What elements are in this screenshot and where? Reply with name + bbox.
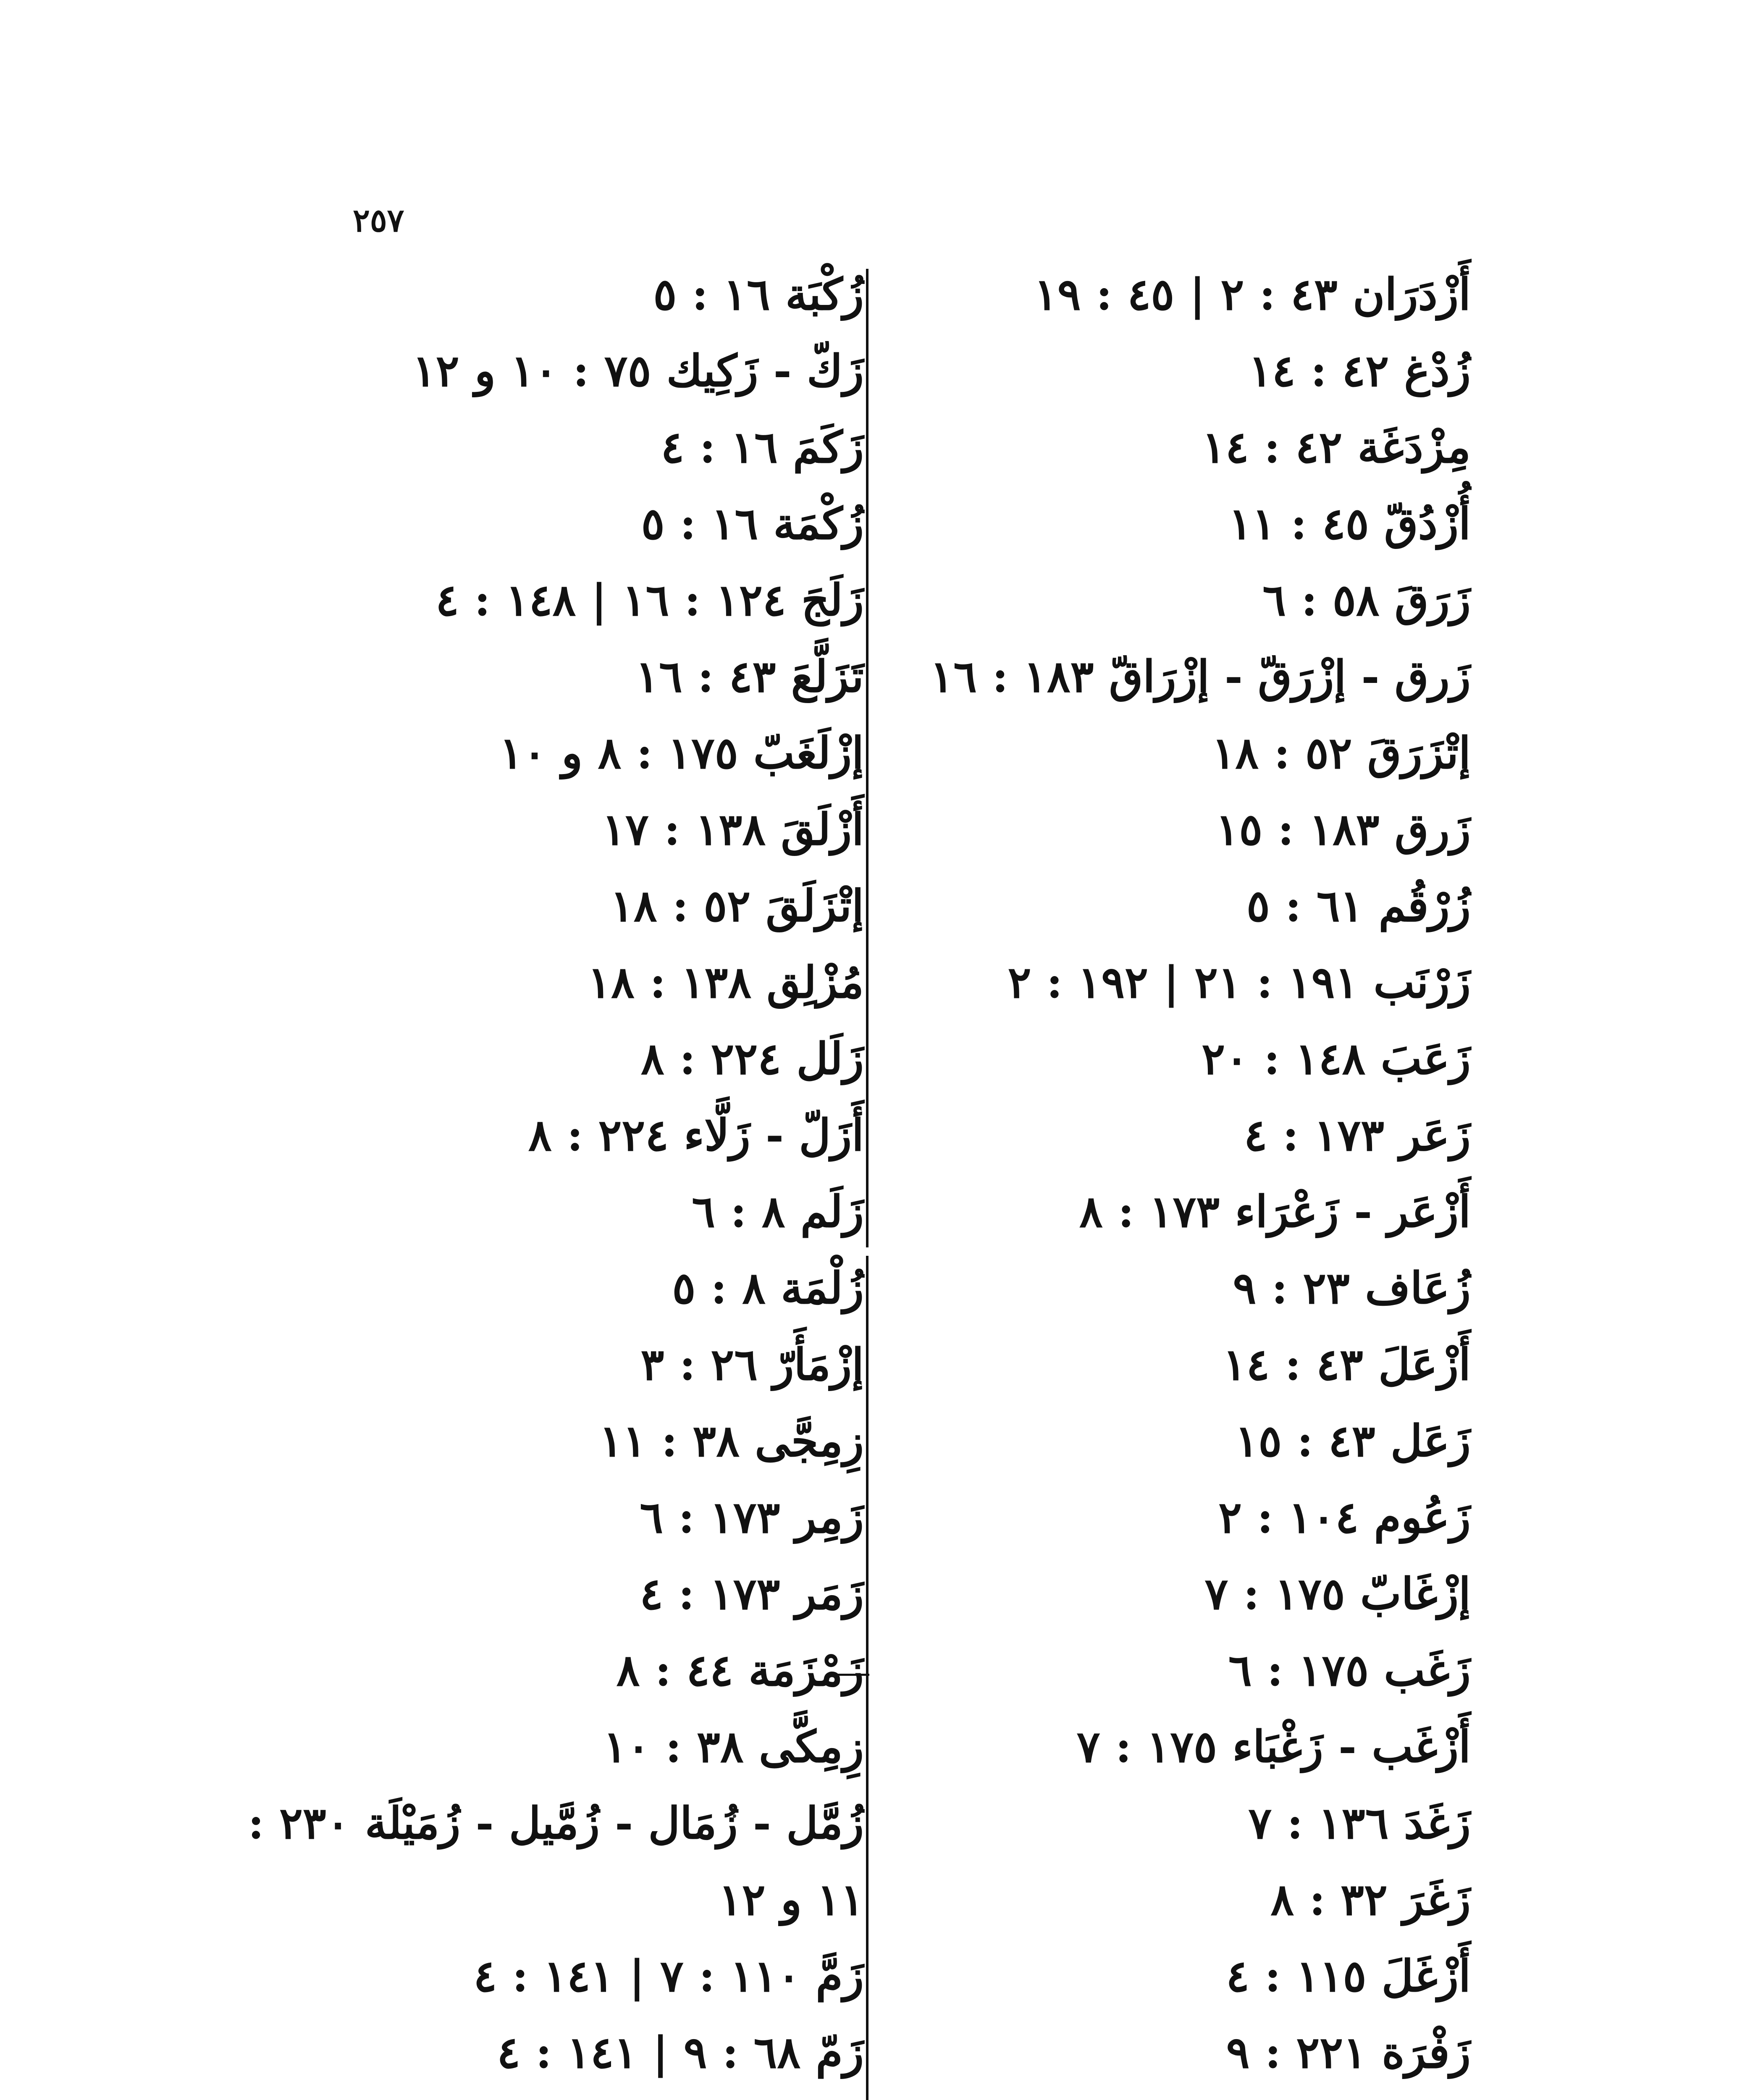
index-entry: زَعَل ٤٣ : ١٥: [1235, 1415, 1471, 1467]
index-entry: زُكْمَة ١٦ : ٥: [641, 498, 864, 549]
index-entry: زَمِر ١٧٣ : ٦: [640, 1491, 864, 1543]
index-entry: أَزْعَر - زَعْرَاء ١٧٣ : ٨: [1079, 1186, 1471, 1237]
index-entry: إزْمَأَرّ ٢٦ : ٣: [640, 1339, 864, 1390]
column-divider: [866, 269, 868, 1247]
index-entry: زَغَرَ ٣٢ : ٨: [1270, 1874, 1471, 1925]
index-entry: زِمِكَّى ٣٨ : ١٠: [603, 1721, 864, 1772]
column-divider: [866, 1256, 868, 2100]
index-entry: أَزْدَرَان ٤٣ : ٢ | ٤٥ : ١٩: [1034, 268, 1471, 320]
index-entry: إزْغَابّ ١٧٥ : ٧: [1204, 1568, 1471, 1620]
index-entry: [209, 2091, 864, 2100]
index-entry: زَلَم ٨ : ٦: [692, 1186, 864, 1237]
index-entry: أَزَلّ - زَلَّاء ٢٢٤ : ٨: [528, 1109, 864, 1161]
index-entry: أَزْغَب - زَغْبَاء ١٧٥ : ٧: [1076, 1721, 1471, 1772]
index-entry: زَمَّ ١١٠ : ٧ | ١٤١ : ٤: [473, 1950, 864, 2002]
index-entry: زَلَجَ ١٢٤ : ١٦ | ١٤٨ : ٤: [436, 574, 864, 626]
index-entry: إزْلَغَبّ ١٧٥ : ٨ و ١٠: [499, 727, 864, 779]
right-column: [807, 256, 1471, 2100]
index-entry: زُرْقُم ٦١ : ٥: [1246, 880, 1471, 932]
index-entry: أَزْعَلَ ٤٣ : ١٤: [1223, 1339, 1471, 1390]
index-entry: زَمَر ١٧٣ : ٤: [640, 1568, 864, 1620]
index-entry-continuation: ١١ و ١٢: [718, 1874, 864, 1925]
index-entry: زُعَاف ٢٣ : ٩: [1233, 1262, 1471, 1314]
index-entry: مُزْلِق ١٣٨ : ١٨: [588, 956, 864, 1008]
index-entry: زَرَقَ ٥٨ : ٦: [1262, 574, 1471, 626]
index-entry: زَكَمَ ١٦ : ٤: [661, 421, 864, 473]
index-entry: زَرْنَب ١٩١ : ٢١ | ١٩٢ : ٢: [1007, 956, 1471, 1008]
index-entry: زَغَب ١٧٥ : ٦: [1228, 1644, 1471, 1696]
index-entry: زُمَّل - زُمَال - زُمَّيل - زُمَيْلَة ٢٣٠ :: [248, 1797, 864, 1849]
index-entry: مِزْدَغَة ٤٢ : ١٤: [1202, 421, 1471, 473]
index-entry: أُزْدُقّ ٤٥ : ١١: [1228, 498, 1471, 549]
index-entry: إتْزَرَقَ ٥٢ : ١٨: [1212, 727, 1471, 779]
index-entry: زَعُوم ١٠٤ : ٢: [1218, 1491, 1471, 1543]
index-entry: زُدْغ ٤٢ : ١٤: [1248, 345, 1471, 396]
index-entry: زَفْرَة ٢٢١ : ٩: [1226, 2026, 1471, 2078]
index-entry: أَزْلَقَ ١٣٨ : ١٧: [602, 803, 864, 855]
index-entry: إتْزَلَقَ ٥٢ : ١٨: [610, 880, 864, 932]
index-entry: زَكّ - زَكِيك ٧٥ : ١٠ و ١٢: [412, 345, 864, 396]
index-entry: زَمْزَمَة ٤٤ : ٨: [616, 1644, 864, 1696]
index-entry: زَغَدَ ١٣٦ : ٧: [1248, 1797, 1471, 1849]
left-column: [209, 256, 864, 2100]
index-entry: زَرق ١٨٣ : ١٥: [1215, 803, 1471, 855]
index-entry: زَعَر ١٧٣ : ٤: [1244, 1109, 1471, 1161]
index-entry: زُلْمَة ٨ : ٥: [672, 1262, 864, 1314]
index-entry: زَعَبَ ١٤٨ : ٢٠: [1202, 1033, 1471, 1084]
index-entry: زِمِجَّى ٣٨ : ١١: [599, 1415, 864, 1467]
index-entry: زَمّ ٦٨ : ٩ | ١٤١ : ٤: [497, 2026, 864, 2078]
index-entry: تَزَلَّعَ ٤٣ : ١٦: [635, 651, 864, 702]
index-entry: زَرق - إزْرَقّ - إزْرَاقّ ١٨٣ : ١٦: [930, 651, 1471, 702]
index-entry: [807, 2091, 1471, 2100]
index-entry: زَلَل ٢٢٤ : ٨: [640, 1033, 864, 1084]
index-entry: أَزْغَلَ ١١٥ : ٤: [1226, 1950, 1471, 2002]
index-entry: زُكْبَة ١٦ : ٥: [653, 268, 864, 320]
page-number-top: ٢٥٧: [353, 202, 404, 239]
